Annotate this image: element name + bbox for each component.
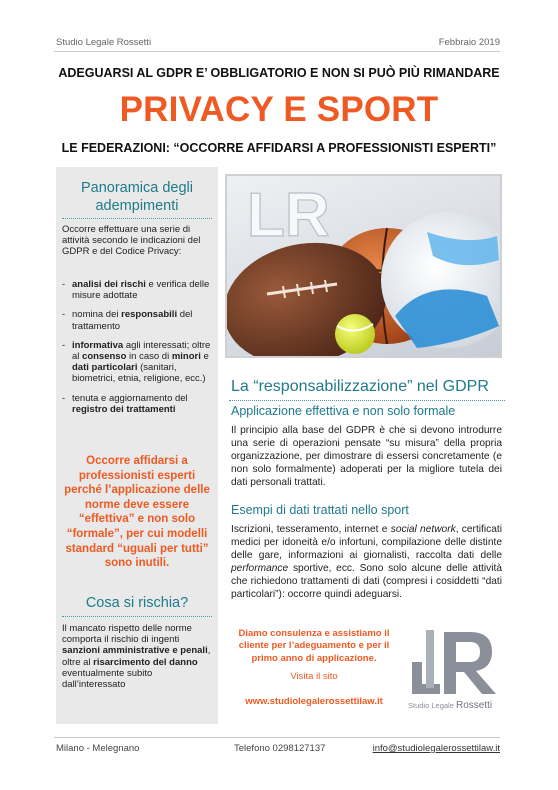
subtitle-headline: LE FEDERAZIONI: “OCCORRE AFFIDARSI A PROFESSIONISTI ESPERTI” <box>61 141 497 155</box>
list-item-text: (sanitari, biometrici, etnia, religione, ecc.) <box>72 362 206 385</box>
main-title: PRIVACY E SPORT <box>119 90 439 129</box>
subheading-examples: Esempi di dati trattati nello sport <box>231 503 409 517</box>
page-header <box>54 34 500 52</box>
list-item-text: in caso di <box>126 351 172 363</box>
paragraph-italic: social network <box>390 524 456 535</box>
section-title: La “responsabilizzazione” nel GDPR <box>231 378 489 395</box>
list-item-text: e <box>200 351 209 363</box>
paragraph-principle: Il principio alla base del GDPR è che si devono introdurre una serie di operazioni pensate “su misura” della propria organizzazione, per dimostrare di essersi concretamente (e non solo formalmente) adoperati per la migliore tutela dei dati personali trattati. <box>231 425 502 488</box>
list-item-bold: analisi dei rischi <box>72 279 146 290</box>
firm-logo <box>404 626 504 712</box>
risk-text: eventualmente subito dall’interessato <box>62 667 153 691</box>
risk-text: , oltre al <box>62 645 211 668</box>
logo-wall-letters: LR <box>247 181 330 250</box>
sidebar-heading-overview: Panoramica degli adempimenti <box>80 180 194 214</box>
list-item-text: del trattamento <box>72 309 193 332</box>
sports-balls-illustration <box>227 176 500 356</box>
list-item-bold: consenso <box>82 351 127 363</box>
sidebar-heading-risks: Cosa si rischia? <box>85 595 189 611</box>
footer-email-link[interactable]: info@studiolegalerossettilaw.it <box>372 743 500 754</box>
logo-caption-name: Rossetti <box>456 700 493 711</box>
subheading-effective: Applicazione effettiva e non solo formale <box>231 404 456 418</box>
logo-caption-small: Studio Legale <box>408 701 454 710</box>
list-item-bold: dati particolari <box>72 362 138 374</box>
list-item <box>62 279 212 301</box>
sidebar-panel <box>56 167 218 724</box>
list-item-text: nomina dei <box>72 309 122 321</box>
sidebar-divider <box>62 616 212 617</box>
paragraph-text: , certificati medici per idoneità e/o infortuni, compilazione delle distinte delle gare, informazioni ai giornalisti, raccolta dati delle <box>231 524 502 561</box>
sidebar-divider <box>62 218 212 219</box>
section-divider <box>229 400 505 401</box>
list-item-text: tenuta e aggiornamento del <box>72 392 188 404</box>
tennis-ball-shape <box>335 314 375 354</box>
risk-text: Il mancato rispetto delle norme comporta il rischio di ingenti <box>62 623 192 646</box>
list-item <box>62 393 212 415</box>
list-item-bold: registro dei trattamenti <box>72 403 176 415</box>
paragraph-examples <box>231 524 502 601</box>
sidebar-callout-quote: Occorre affidarsi a professionisti esperti perché l’applicazione delle norme deve essere “effettiva” e non solo “formale”, per cui modelli standard “uguali per tutti” sono inutili. <box>64 455 210 570</box>
risk-bold: risarcimento del danno <box>93 656 198 668</box>
list-item-bold: minori <box>171 351 201 363</box>
cta-text: Diamo consulenza e assistiamo il cliente per l’adeguamento e per il primo anno di applicazione. <box>238 628 390 664</box>
paragraph-text: Iscrizioni, tesseramento, internet e <box>231 524 391 535</box>
footer-city: Milano - Melegnano <box>56 743 140 754</box>
list-item-text: e verifica delle misure adottate <box>72 279 210 302</box>
kicker-headline: ADEGUARSI AL GDPR E’ OBBLIGATORIO E NON SI PUÒ PIÙ RIMANDARE <box>58 66 500 80</box>
header-firm-name: Studio Legale Rossetti <box>56 37 152 48</box>
sidebar-obligations-list <box>62 279 212 423</box>
header-date: Febbraio 2019 <box>438 37 500 48</box>
risk-bold: sanzioni amministrative e penali <box>62 645 208 657</box>
firm-logo-mark <box>404 626 504 712</box>
paragraph-italic: performance <box>231 562 289 574</box>
footer-phone: Telefono 0298127137 <box>234 743 326 754</box>
list-item-text: agli interessati; oltre al <box>72 339 211 363</box>
list-item-bold: informativa <box>72 339 124 351</box>
sidebar-intro: Occorre effettuare una serie di attività secondo le indicazioni del GDPR e del Codice Privacy: <box>62 224 201 258</box>
paragraph-text: sportive, ecc. Sono solo alcune delle attività che richiedono trattamenti di dati (compresi i cosiddetti “dati particolari”): occorre quindi adeguarsi. <box>231 562 502 600</box>
sports-balls-photo <box>225 174 502 358</box>
list-item <box>62 309 212 331</box>
sidebar-risk-text <box>62 623 212 690</box>
website-link[interactable]: www.studiolegalerossettilaw.it <box>245 696 383 707</box>
list-item <box>62 340 212 385</box>
list-item-bold: responsabili <box>121 309 178 321</box>
page-footer <box>54 737 500 757</box>
cta-visit-label: Visita il sito <box>290 671 338 682</box>
